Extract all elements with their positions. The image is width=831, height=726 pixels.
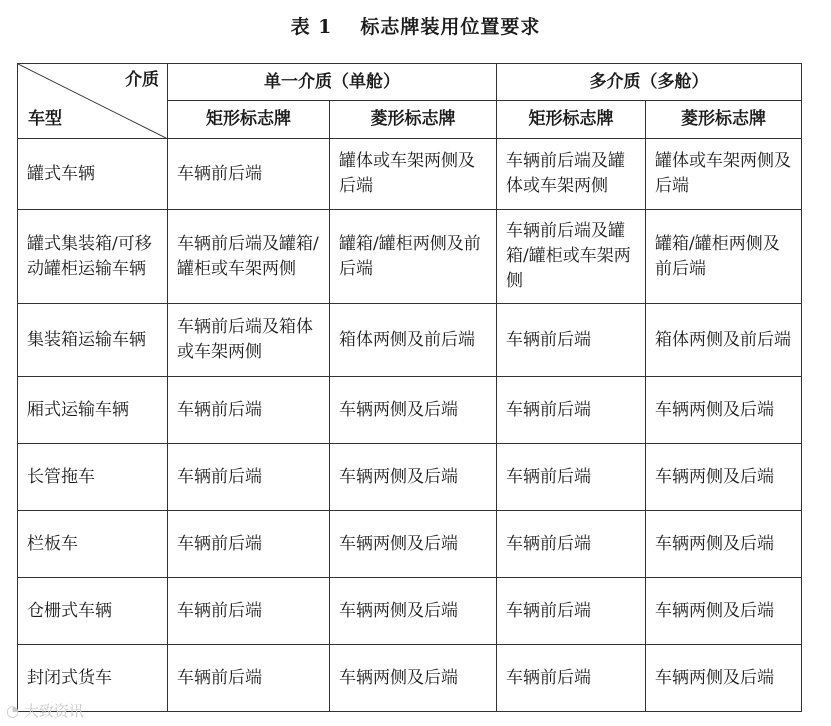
table-cell: 车辆前后端 — [168, 578, 330, 645]
table-cell: 车辆前后端 — [168, 645, 330, 712]
table-cell: 罐体或车架两侧及后端 — [646, 139, 802, 210]
table-row — [18, 645, 802, 712]
table-number: 表 1 — [290, 16, 333, 38]
multi-diamond-header: 菱形标志牌 — [646, 101, 802, 139]
table-cell: 车辆前后端 — [168, 139, 330, 210]
single-diamond-header: 菱形标志牌 — [330, 101, 497, 139]
table-cell: 车辆两侧及后端 — [646, 444, 802, 511]
table-cell: 车辆两侧及后端 — [646, 511, 802, 578]
table-cell: 车辆前后端 — [497, 377, 646, 444]
table-cell: 车辆前后端 — [497, 304, 646, 377]
table-cell: 车辆前后端 — [168, 444, 330, 511]
table-cell: 罐箱/罐柜两侧及前后端 — [330, 210, 497, 304]
table-cell: 罐箱/罐柜两侧及前后端 — [646, 210, 802, 304]
header-row-1 — [18, 64, 802, 101]
table-row — [18, 511, 802, 578]
vehicle-type-cell: 罐式车辆 — [18, 139, 168, 210]
table-cell: 车辆前后端及罐箱/罐柜或车架两侧 — [497, 210, 646, 304]
table-cell: 车辆前后端及箱体或车架两侧 — [168, 304, 330, 377]
table-cell: 车辆两侧及后端 — [330, 645, 497, 712]
table-row — [18, 210, 802, 304]
multi-rect-header: 矩形标志牌 — [497, 101, 646, 139]
table-title — [0, 12, 831, 39]
table-cell: 车辆前后端及罐体或车架两侧 — [497, 139, 646, 210]
watermark — [6, 700, 84, 721]
table-cell: 车辆两侧及后端 — [330, 444, 497, 511]
medium-label: 介质 — [125, 70, 159, 90]
table-cell: 车辆两侧及后端 — [330, 578, 497, 645]
table-caption: 标志牌装用位置要求 — [360, 16, 541, 38]
multi-medium-header: 多介质（多舱） — [497, 64, 802, 101]
corner-header-cell — [18, 64, 168, 139]
table-cell: 车辆前后端 — [497, 444, 646, 511]
table-cell: 罐体或车架两侧及后端 — [330, 139, 497, 210]
table-cell: 箱体两侧及前后端 — [330, 304, 497, 377]
table-row — [18, 578, 802, 645]
single-rect-header: 矩形标志牌 — [168, 101, 330, 139]
table-cell: 箱体两侧及前后端 — [646, 304, 802, 377]
placard-position-table — [17, 63, 802, 712]
table-row — [18, 377, 802, 444]
vehicle-type-cell: 长管拖车 — [18, 444, 168, 511]
table-row — [18, 139, 802, 210]
vehicle-type-label: 车型 — [28, 109, 62, 129]
table-cell: 车辆前后端 — [497, 578, 646, 645]
table-cell: 车辆两侧及后端 — [646, 645, 802, 712]
single-medium-header: 单一介质（单舱） — [168, 64, 497, 101]
vehicle-type-cell: 厢式运输车辆 — [18, 377, 168, 444]
vehicle-type-cell: 封闭式货车 — [18, 645, 168, 712]
table-row — [18, 444, 802, 511]
table-cell: 车辆两侧及后端 — [330, 377, 497, 444]
table-cell: 车辆两侧及后端 — [330, 511, 497, 578]
table-cell: 车辆前后端 — [497, 645, 646, 712]
table-cell: 车辆两侧及后端 — [646, 377, 802, 444]
watermark-text: 大致资讯 — [23, 702, 84, 720]
table-cell: 车辆两侧及后端 — [646, 578, 802, 645]
vehicle-type-cell: 罐式集装箱/可移动罐柜运输车辆 — [18, 210, 168, 304]
table-cell: 车辆前后端 — [497, 511, 646, 578]
table-cell: 车辆前后端 — [168, 511, 330, 578]
table-cell: 车辆前后端 — [168, 377, 330, 444]
watermark-logo-icon: ◔ — [6, 702, 20, 720]
vehicle-type-cell: 仓栅式车辆 — [18, 578, 168, 645]
table-row — [18, 304, 802, 377]
vehicle-type-cell: 集装箱运输车辆 — [18, 304, 168, 377]
vehicle-type-cell: 栏板车 — [18, 511, 168, 578]
table-cell: 车辆前后端及罐箱/罐柜或车架两侧 — [168, 210, 330, 304]
